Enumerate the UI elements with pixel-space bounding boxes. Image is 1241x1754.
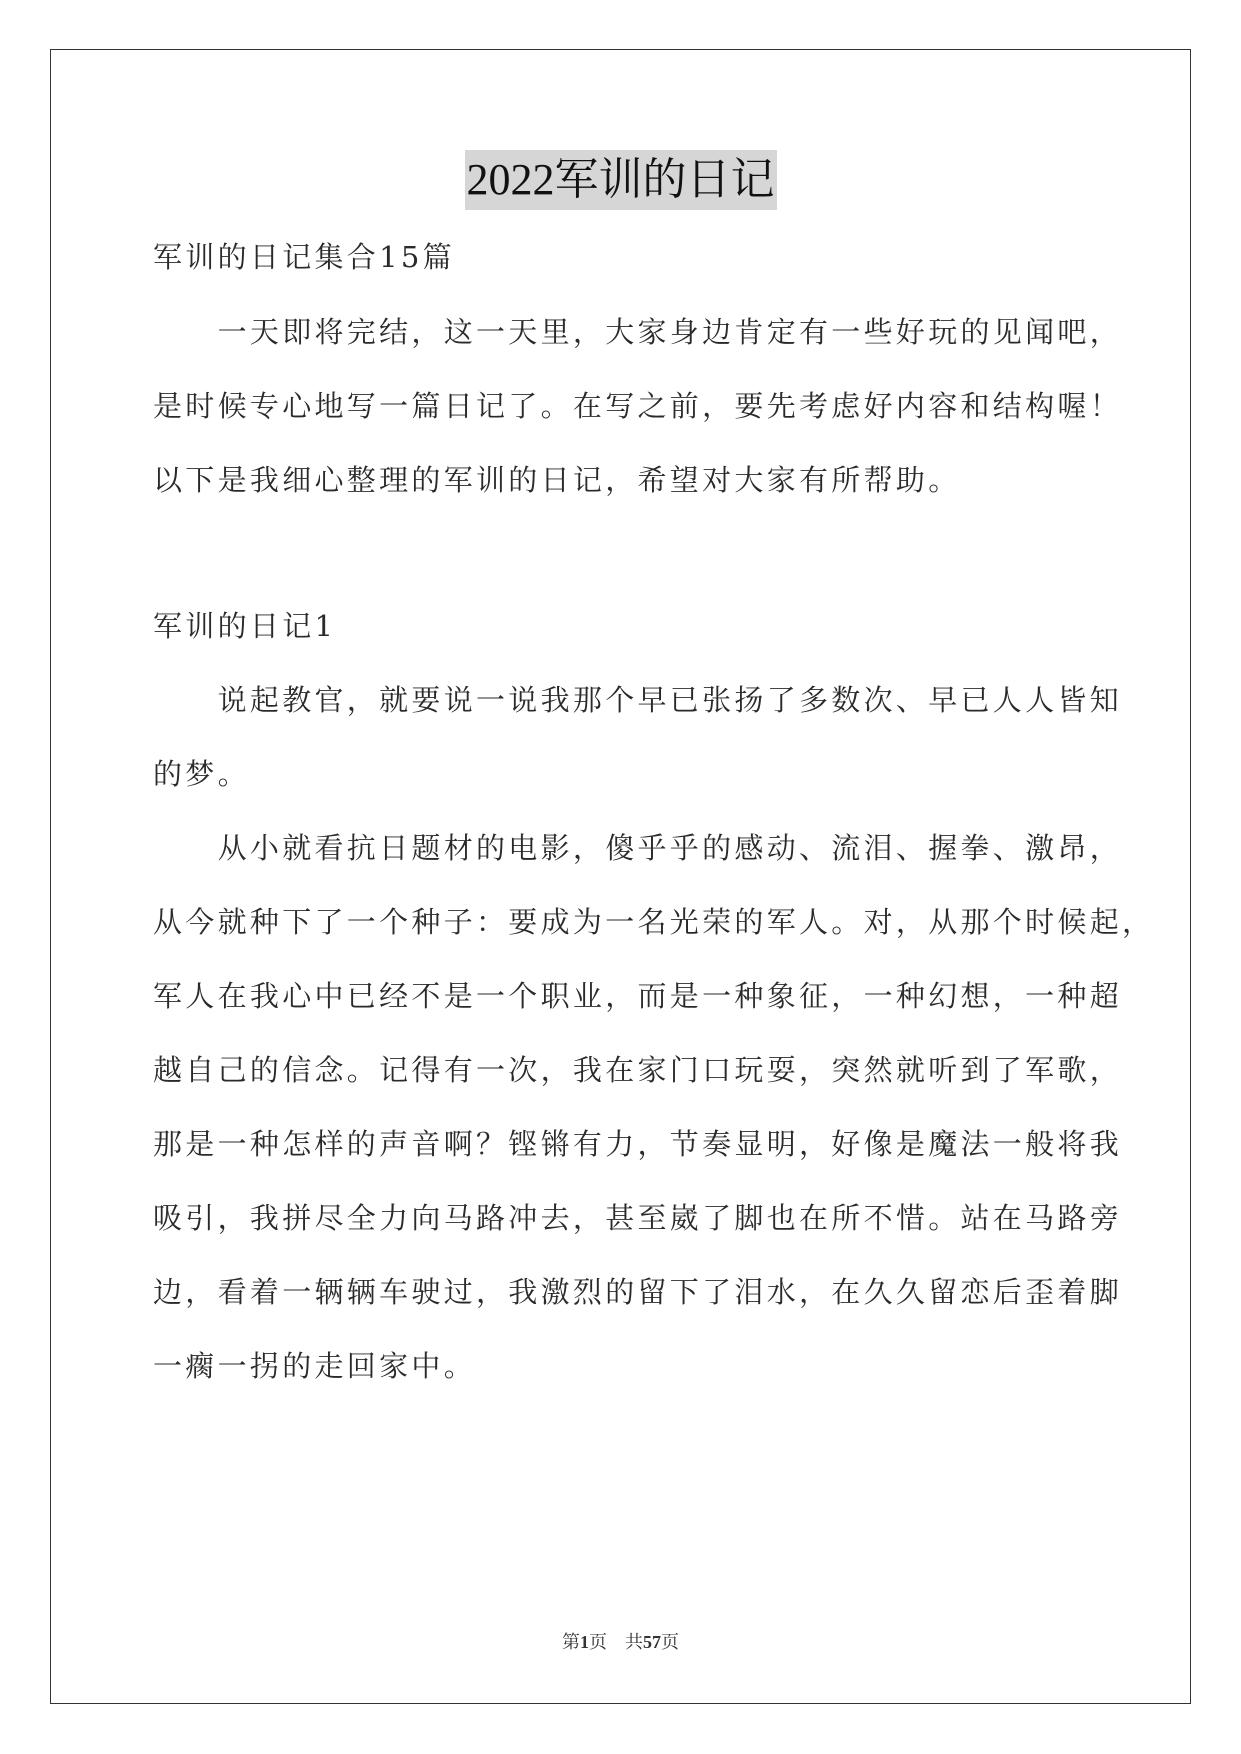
paragraph-line: 边，看着一辆辆车驶过，我激烈的留下了泪水，在久久留恋后歪着脚 bbox=[153, 1275, 1123, 1309]
paragraph-line: 军人在我心中已经不是一个职业，而是一种象征，一种幻想，一种超 bbox=[153, 979, 1123, 1013]
paragraph-line: 越自己的信念。记得有一次，我在家门口玩耍，突然就听到了军歌， bbox=[153, 1053, 1123, 1087]
total-suffix: 页 bbox=[661, 1632, 679, 1652]
paragraph-line: 的梦。 bbox=[153, 757, 250, 791]
paragraph-line: 从小就看抗日题材的电影，傻乎乎的感动、流泪、握拳、激昂， bbox=[153, 831, 1123, 865]
intro-line-3: 以下是我细心整理的军训的日记，希望对大家有所帮助。 bbox=[153, 463, 961, 497]
intro-line-2: 是时候专心地写一篇日记了。在写之前，要先考虑好内容和结构喔！ bbox=[153, 389, 1123, 423]
document-subtitle: 军训的日记集合15篇 bbox=[153, 240, 455, 274]
paragraph-line: 说起教官，就要说一说我那个早已张扬了多数次、早已人人皆知 bbox=[153, 683, 1123, 717]
title-wrap bbox=[0, 150, 1241, 210]
page-current: 1 bbox=[580, 1632, 589, 1652]
document-title: 2022军训的日记 bbox=[465, 150, 777, 210]
paragraph-line: 从今就种下了一个种子：要成为一名光荣的军人。对，从那个时候起， bbox=[153, 905, 1155, 939]
page-total: 57 bbox=[643, 1632, 661, 1652]
paragraph-line: 那是一种怎样的声音啊？铿锵有力，节奏显明，好像是魔法一般将我 bbox=[153, 1127, 1123, 1161]
total-prefix: 共 bbox=[625, 1632, 643, 1652]
section-heading: 军训的日记1 bbox=[153, 609, 337, 643]
paragraph-line: 一瘸一拐的走回家中。 bbox=[153, 1349, 477, 1383]
page-border bbox=[50, 49, 1191, 1704]
page-prefix: 第 bbox=[562, 1632, 580, 1652]
paragraph-line: 吸引，我拼尽全力向马路冲去，甚至崴了脚也在所不惜。站在马路旁 bbox=[153, 1201, 1123, 1235]
page-footer bbox=[0, 1628, 1241, 1654]
intro-line-1: 一天即将完结，这一天里，大家身边肯定有一些好玩的见闻吧， bbox=[153, 315, 1123, 349]
page-suffix: 页 bbox=[589, 1632, 607, 1652]
